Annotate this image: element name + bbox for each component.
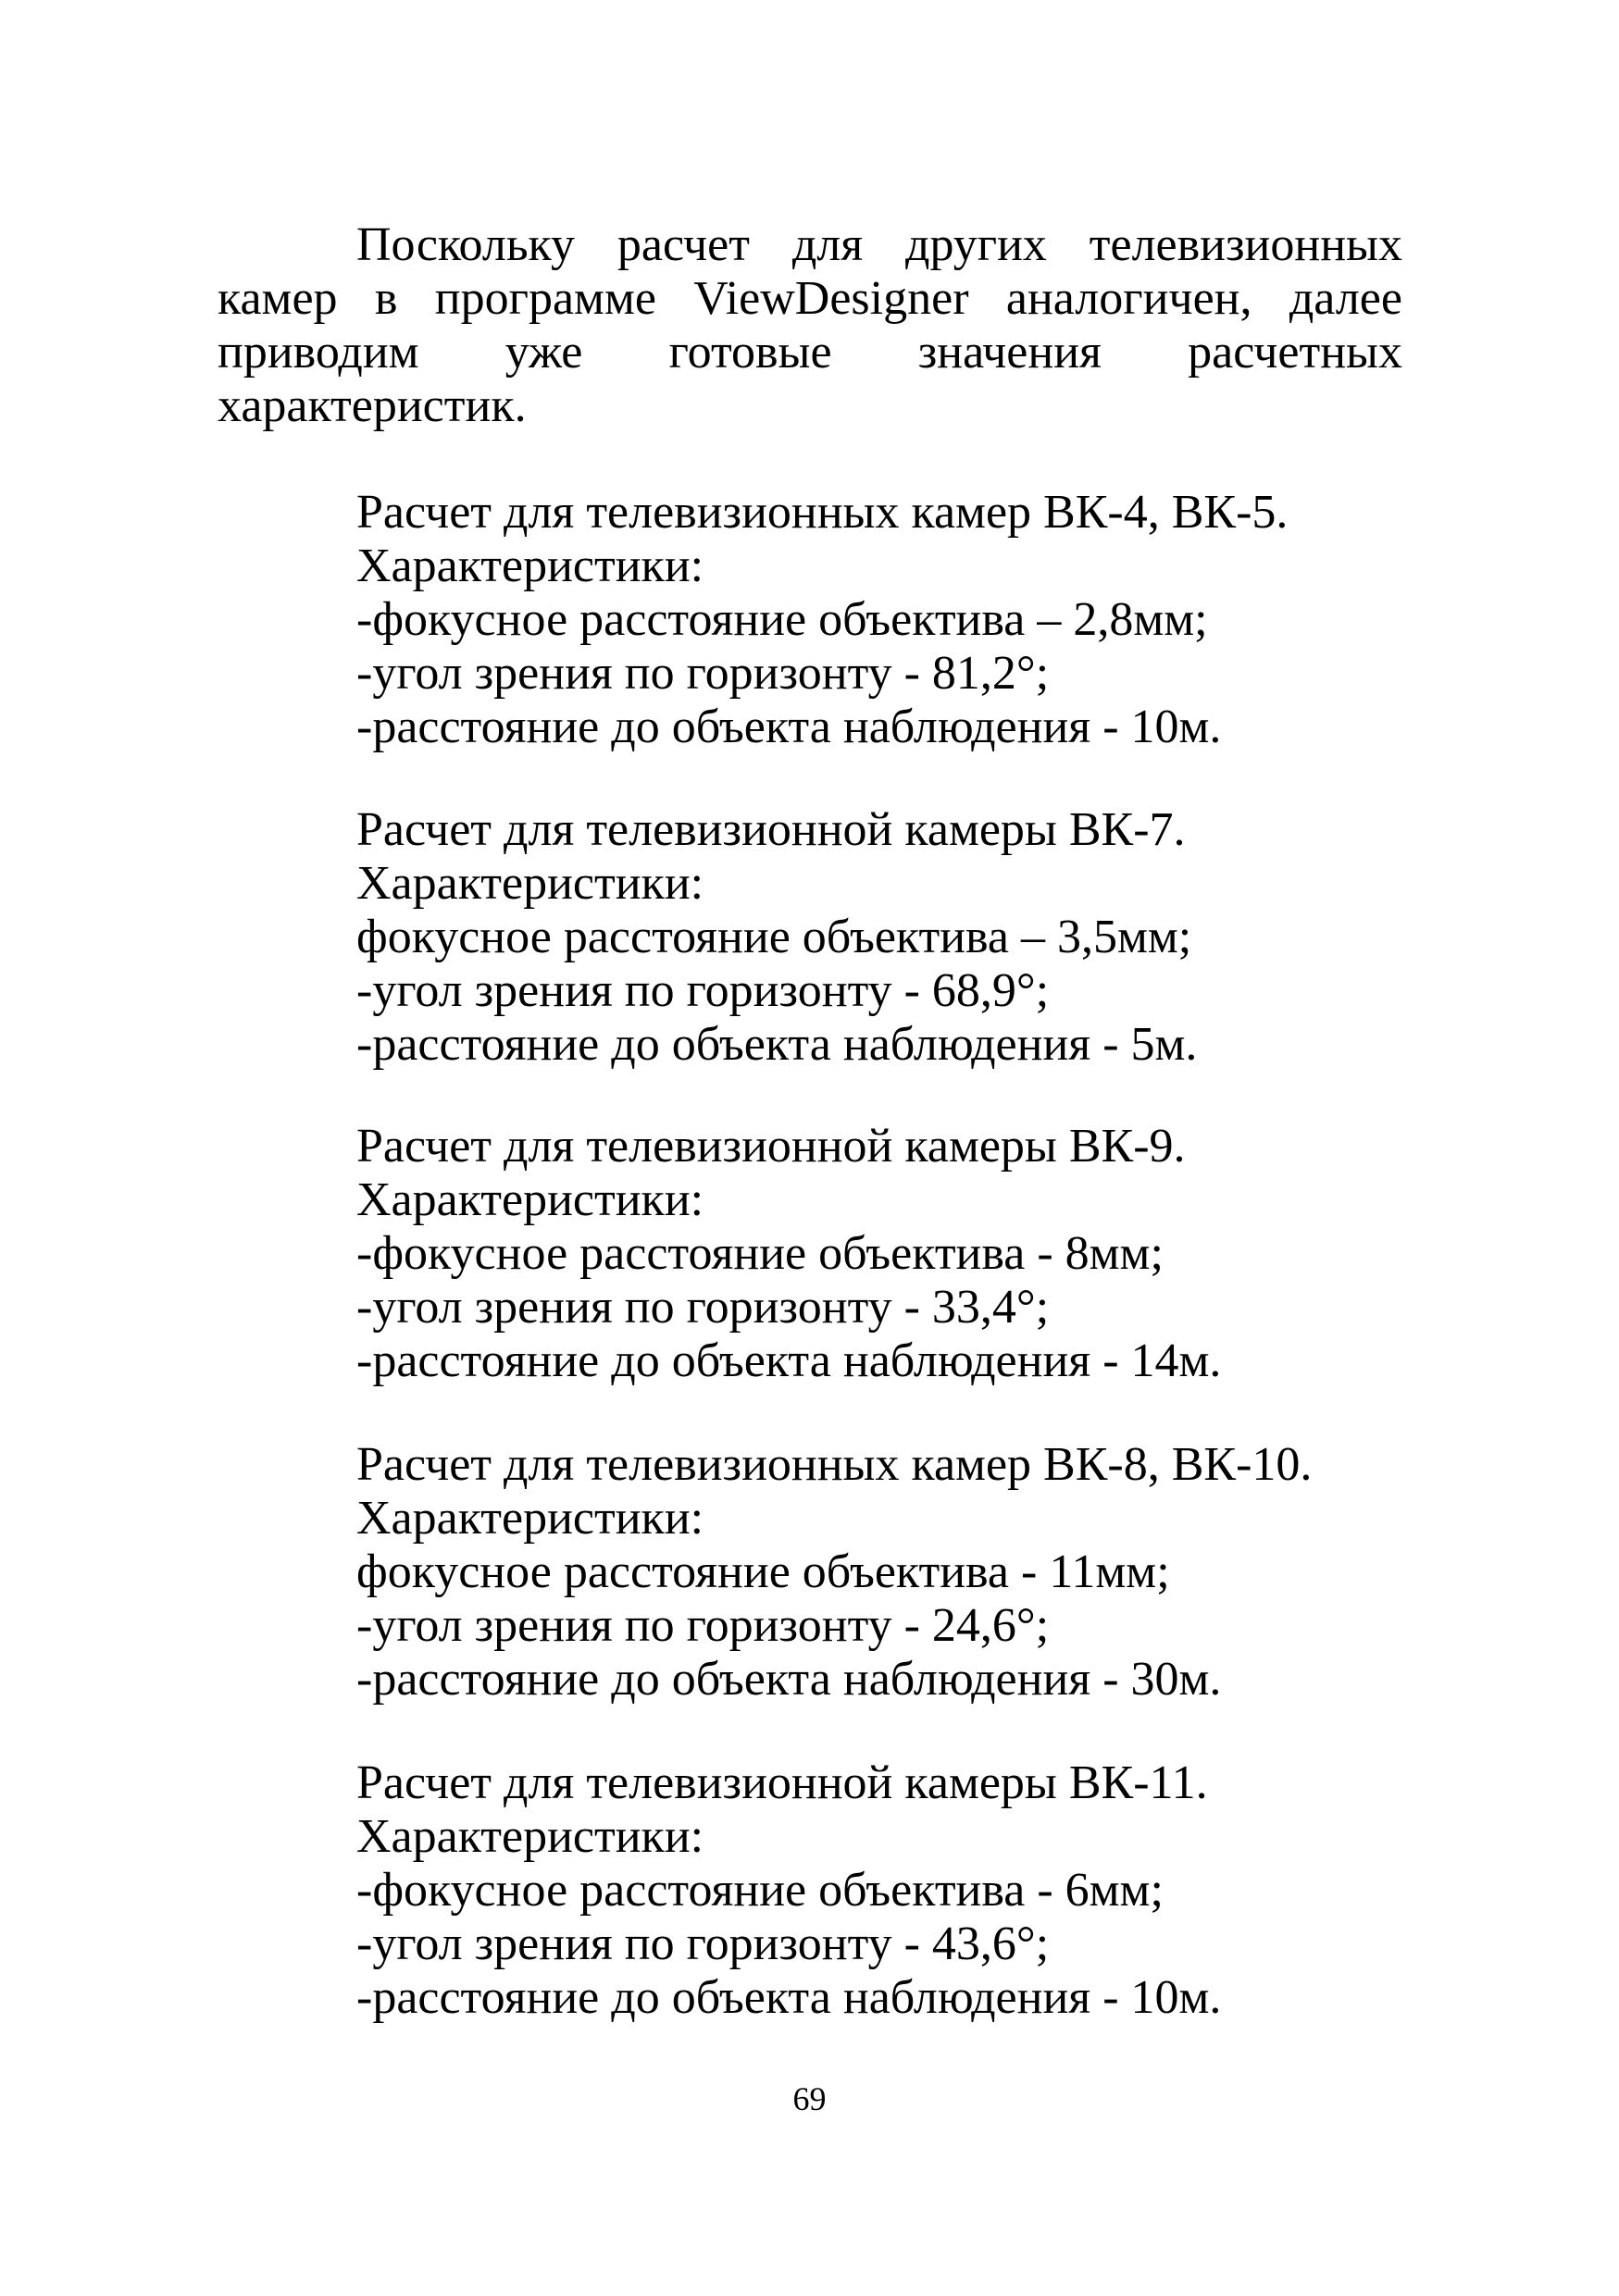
section-title: Расчет для телевизионной камеры ВК-9. [356,1120,1186,1173]
intro-line [218,218,1402,272]
section-subtitle: Характеристики: [356,1810,704,1863]
intro-line [218,272,1402,326]
intro-word: других [905,218,1047,271]
intro-word: телевизионных [1089,218,1402,271]
section-title: Расчет для телевизионных камер ВК-4, ВК-5. [356,486,1289,539]
characteristic-item: -расстояние до объекта наблюдения - 14м. [356,1334,1222,1387]
characteristic-item: -расстояние до объекта наблюдения - 10м. [356,701,1222,753]
intro-word: камер [218,272,338,325]
characteristic-item: -угол зрения по горизонту - 43,6°; [356,1917,1050,1970]
section-subtitle: Характеристики: [356,1492,704,1545]
characteristic-item: -угол зрения по горизонту - 68,9°; [356,964,1050,1017]
camera-section-vk7 [356,803,1467,1072]
camera-section-vk8-vk10 [356,1438,1467,1706]
characteristic-item: -расстояние до объекта наблюдения - 10м. [356,1971,1222,2024]
intro-word: в [374,272,398,325]
intro-word: далее [1289,272,1402,325]
characteristic-item: -фокусное расстояние объектива – 2,8мм; [356,593,1208,646]
characteristic-item: фокусное расстояние объектива - 11мм; [356,1545,1170,1598]
intro-word: программе [434,272,656,325]
characteristic-item: -угол зрения по горизонту - 81,2°; [356,647,1050,700]
intro-paragraph [218,218,1402,433]
intro-word: Поскольку [356,218,576,271]
page-number: 69 [792,2080,827,2117]
intro-word: значения [917,326,1102,379]
characteristic-item: -расстояние до объекта наблюдения - 5м. [356,1018,1198,1071]
section-subtitle: Характеристики: [356,857,704,910]
section-subtitle: Характеристики: [356,540,704,592]
intro-word: готовые [668,326,832,379]
camera-section-vk9 [356,1120,1467,1388]
camera-section-vk11 [356,1756,1467,2025]
section-title: Расчет для телевизионной камеры ВК-11. [356,1756,1208,1809]
intro-word: приводим [218,326,419,379]
characteristic-item: -фокусное расстояние объектива - 6мм; [356,1864,1164,1917]
section-title: Расчет для телевизионных камер ВК-8, ВК-10. [356,1438,1313,1491]
intro-word: расчет [616,218,750,271]
intro-word: характеристик. [218,379,527,432]
intro-word: аналогичен, [1005,272,1252,325]
characteristic-item: -угол зрения по горизонту - 33,4°; [356,1281,1050,1334]
section-title: Расчет для телевизионной камеры ВК-7. [356,803,1186,856]
intro-word: уже [504,326,583,379]
camera-section-vk4-vk5 [356,486,1467,754]
intro-word: расчетных [1188,326,1402,379]
intro-line [218,379,1402,433]
section-subtitle: Характеристики: [356,1173,704,1226]
intro-word: для [791,218,864,271]
intro-word: ViewDesigner [693,272,969,325]
characteristic-item: -фокусное расстояние объектива - 8мм; [356,1227,1164,1280]
characteristic-item: -угол зрения по горизонту - 24,6°; [356,1599,1050,1652]
characteristic-item: фокусное расстояние объектива – 3,5мм; [356,911,1192,963]
intro-line [218,326,1402,379]
characteristic-item: -расстояние до объекта наблюдения - 30м. [356,1653,1222,1706]
